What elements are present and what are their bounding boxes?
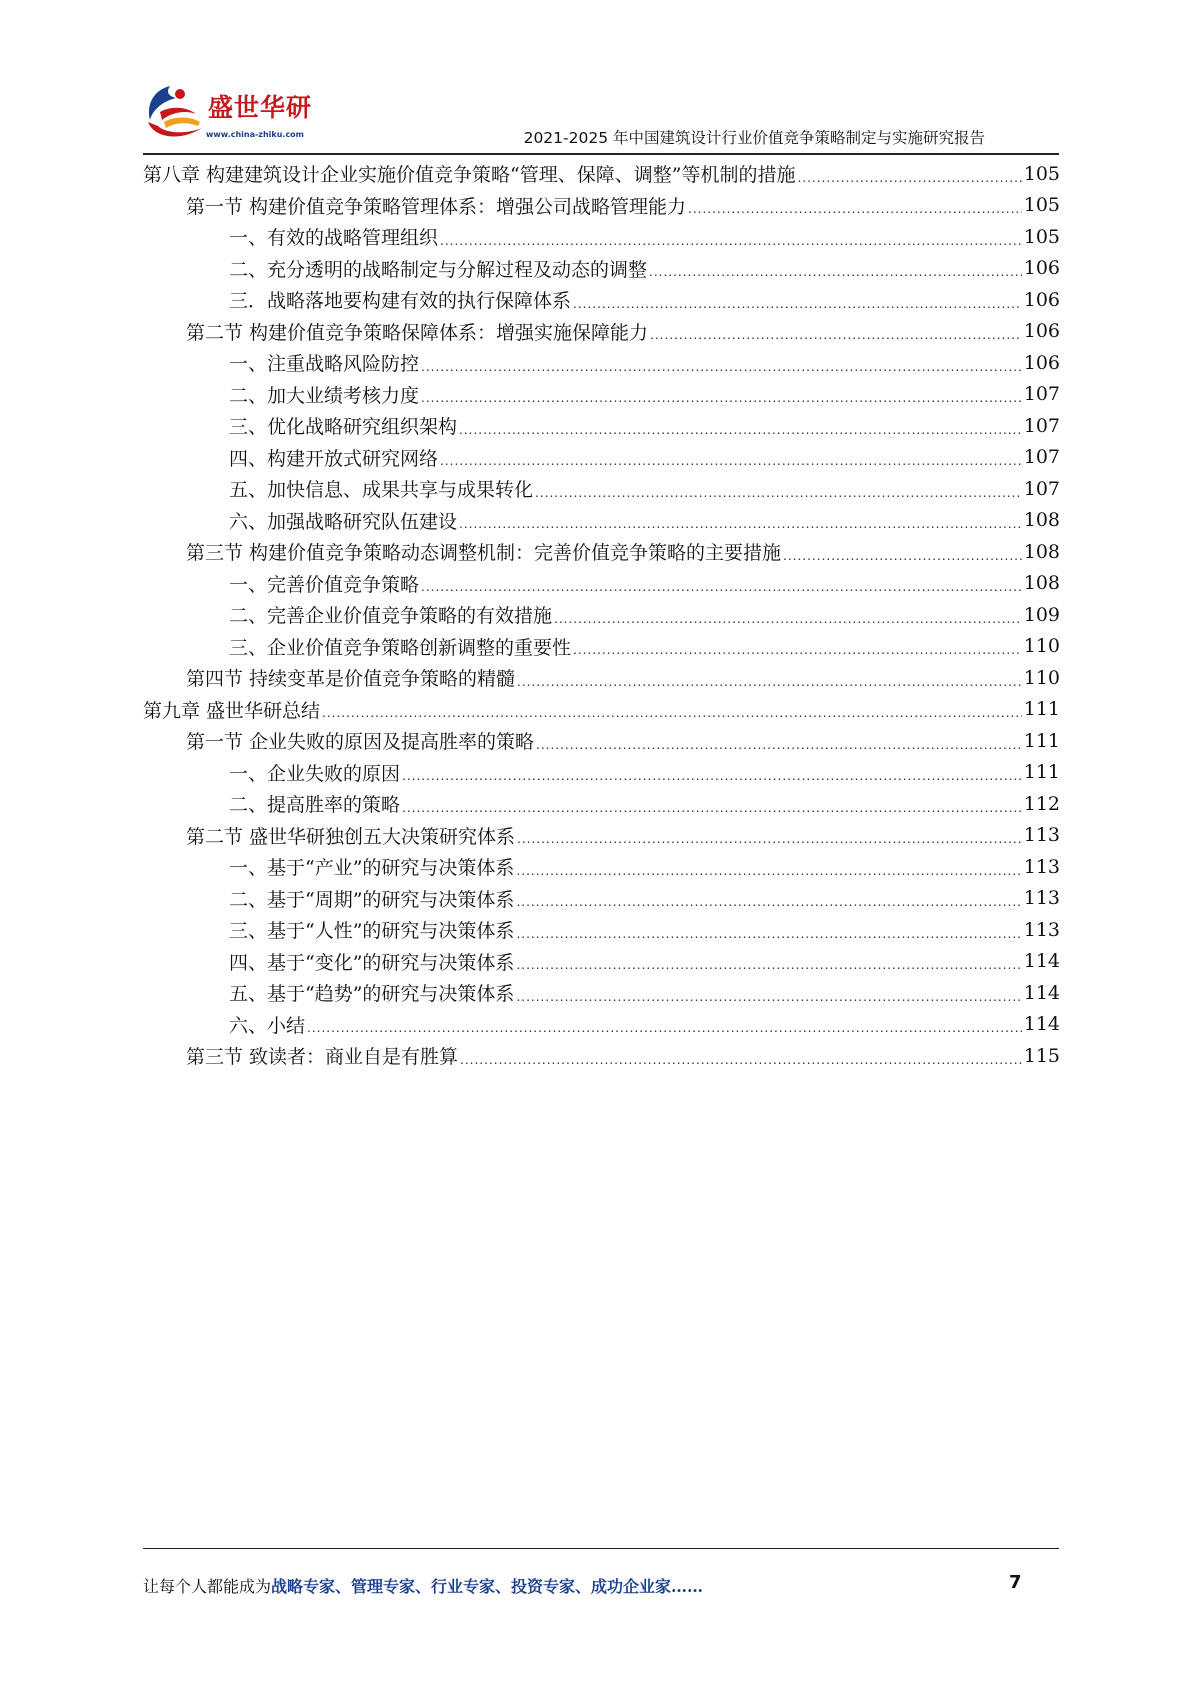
logo-url: www.china-zhiku.com [206, 130, 305, 139]
toc-dot-leader [459, 517, 1022, 531]
toc-dot-leader [459, 423, 1022, 437]
logo-name: 盛世华研 [208, 93, 313, 122]
toc-entry-page: 113 [1023, 855, 1060, 878]
toc-entry[interactable] [143, 190, 1060, 222]
toc-entry[interactable] [143, 158, 1060, 190]
toc-dot-leader [516, 927, 1021, 941]
toc-entry-page: 111 [1023, 698, 1060, 721]
toc-dot-leader [650, 328, 1022, 342]
toc-entry-page: 113 [1023, 824, 1060, 847]
toc-entry-page: 107 [1023, 477, 1060, 500]
toc-entry-page: 114 [1023, 950, 1060, 973]
toc-entry-title: 四、构建开放式研究网络 [229, 447, 439, 470]
toc-entry[interactable] [143, 788, 1060, 820]
toc-entry-title: 五、加快信息、成果共享与成果转化 [229, 479, 534, 502]
toc-dot-leader [688, 202, 1022, 216]
toc-entry-title: 第三节 构建价值竞争策略动态调整机制：完善价值竞争策略的主要措施 [186, 542, 782, 565]
toc-entry-title: 第三节 致读者：商业自是有胜算 [186, 1046, 459, 1069]
toc-entry-title: 三、优化战略研究组织架构 [229, 416, 458, 439]
toc-dot-leader [783, 549, 1022, 563]
toc-entry-title: 第二节 构建价值竞争策略保障体系：增强实施保障能力 [186, 321, 649, 344]
toc-entry-page: 105 [1023, 162, 1060, 185]
toc-entry-page: 114 [1023, 1013, 1060, 1036]
toc-entry-page: 112 [1023, 792, 1060, 815]
toc-entry[interactable] [143, 410, 1060, 442]
toc-entry-title: 三．战略落地要构建有效的执行保障体系 [229, 290, 572, 313]
toc-entry[interactable] [143, 851, 1060, 883]
page-number: 7 [1009, 1572, 1022, 1593]
toc-entry[interactable] [143, 473, 1060, 505]
toc-entry-page: 107 [1023, 414, 1060, 437]
toc-dot-leader [649, 265, 1022, 279]
toc-entry[interactable] [143, 725, 1060, 757]
toc-entry-page: 113 [1023, 918, 1060, 941]
toc-entry-page: 115 [1023, 1044, 1060, 1067]
toc-entry-title: 一、基于“产业”的研究与决策体系 [229, 857, 515, 880]
toc-dot-leader [516, 895, 1021, 909]
toc-entry-title: 二、提高胜率的策略 [229, 794, 401, 817]
toc-entry-page: 114 [1023, 981, 1060, 1004]
toc-dot-leader [536, 738, 1022, 752]
toc-dot-leader [516, 864, 1021, 878]
toc-entry-page: 108 [1023, 572, 1060, 595]
toc-entry-page: 111 [1023, 729, 1060, 752]
table-of-contents [143, 158, 1060, 1072]
toc-dot-leader [516, 958, 1021, 972]
toc-entry[interactable] [143, 914, 1060, 946]
toc-entry-page: 105 [1023, 194, 1060, 217]
footer-slogan [143, 1574, 703, 1597]
toc-entry[interactable] [143, 757, 1060, 789]
toc-dot-leader [440, 234, 1022, 248]
toc-entry[interactable] [143, 631, 1060, 663]
toc-entry-page: 106 [1023, 320, 1060, 343]
toc-dot-leader [402, 769, 1022, 783]
toc-entry-page: 111 [1023, 761, 1060, 784]
toc-entry-title: 六、小结 [229, 1014, 306, 1037]
toc-entry[interactable] [143, 820, 1060, 852]
toc-entry-title: 第九章 盛世华研总结 [143, 699, 321, 722]
toc-entry-title: 三、基于“人性”的研究与决策体系 [229, 920, 515, 943]
toc-entry-page: 108 [1023, 509, 1060, 532]
toc-dot-leader [322, 706, 1022, 720]
toc-entry-page: 108 [1023, 540, 1060, 563]
toc-dot-leader [307, 1021, 1022, 1035]
toc-entry-title: 四、基于“变化”的研究与决策体系 [229, 951, 515, 974]
toc-dot-leader [554, 612, 1022, 626]
toc-entry[interactable] [143, 442, 1060, 474]
footer-divider [143, 1548, 1059, 1549]
toc-dot-leader [517, 675, 1022, 689]
toc-dot-leader [535, 486, 1022, 500]
toc-dot-leader [421, 360, 1022, 374]
toc-entry-title: 第二节 盛世华研独创五大决策研究体系 [186, 825, 516, 848]
toc-entry[interactable] [143, 599, 1060, 631]
toc-entry[interactable] [143, 1009, 1060, 1041]
toc-entry-title: 二、基于“周期”的研究与决策体系 [229, 888, 515, 911]
toc-entry-page: 106 [1023, 288, 1060, 311]
toc-dot-leader [573, 297, 1022, 311]
toc-entry-title: 一、企业失败的原因 [229, 762, 401, 785]
toc-entry[interactable] [143, 316, 1060, 348]
toc-entry[interactable] [143, 284, 1060, 316]
toc-entry-title: 二、充分透明的战略制定与分解过程及动态的调整 [229, 258, 648, 281]
toc-entry-title: 五、基于“趋势”的研究与决策体系 [229, 983, 515, 1006]
toc-entry[interactable] [143, 253, 1060, 285]
toc-entry-title: 二、加大业绩考核力度 [229, 384, 420, 407]
toc-entry[interactable] [143, 883, 1060, 915]
toc-entry-title: 第一节 企业失败的原因及提高胜率的策略 [186, 731, 535, 754]
toc-dot-leader [516, 990, 1021, 1004]
toc-entry[interactable] [143, 568, 1060, 600]
toc-entry-page: 106 [1023, 351, 1060, 374]
toc-dot-leader [402, 801, 1022, 815]
toc-dot-leader [460, 1053, 1022, 1067]
toc-entry-page: 113 [1023, 887, 1060, 910]
toc-dot-leader [421, 391, 1022, 405]
toc-entry-title: 第八章 构建建筑设计企业实施价值竞争策略“管理、保障、调整”等机制的措施 [143, 164, 796, 187]
footer-slogan-highlight: 战略专家、管理专家、行业专家、投资专家、成功企业家…… [271, 1577, 704, 1596]
toc-entry-page: 109 [1023, 603, 1060, 626]
toc-entry[interactable] [143, 1040, 1060, 1072]
toc-entry-page: 107 [1023, 383, 1060, 406]
toc-entry-page: 105 [1023, 225, 1060, 248]
toc-entry-page: 110 [1023, 666, 1060, 689]
toc-entry[interactable] [143, 977, 1060, 1009]
toc-entry[interactable] [143, 536, 1060, 568]
toc-entry[interactable] [143, 946, 1060, 978]
toc-entry-title: 第四节 持续变革是价值竞争策略的精髓 [186, 668, 516, 691]
toc-entry-title: 六、加强战略研究队伍建设 [229, 510, 458, 533]
toc-entry-page: 110 [1023, 635, 1060, 658]
document-title: 2021-2025 年中国建筑设计行业价值竞争策略制定与实施研究报告 [523, 129, 985, 147]
toc-entry-title: 一、注重战略风险防控 [229, 353, 420, 376]
toc-entry[interactable] [143, 505, 1060, 537]
footer-slogan-prefix: 让每个人都能成为 [143, 1577, 272, 1596]
toc-entry-title: 三、企业价值竞争策略创新调整的重要性 [229, 636, 572, 659]
toc-entry[interactable] [143, 347, 1060, 379]
toc-dot-leader [421, 580, 1022, 594]
toc-dot-leader [573, 643, 1022, 657]
toc-entry[interactable] [143, 694, 1060, 726]
company-logo [140, 82, 315, 144]
toc-dot-leader [797, 171, 1021, 185]
toc-entry-title: 第一节 构建价值竞争策略管理体系：增强公司战略管理能力 [186, 195, 687, 218]
toc-dot-leader [440, 454, 1022, 468]
toc-entry-title: 一、完善价值竞争策略 [229, 573, 420, 596]
toc-entry[interactable] [143, 662, 1060, 694]
toc-entry[interactable] [143, 221, 1060, 253]
toc-entry[interactable] [143, 379, 1060, 411]
toc-entry-page: 106 [1023, 257, 1060, 280]
toc-entry-title: 二、完善企业价值竞争策略的有效措施 [229, 605, 553, 628]
header-divider [143, 153, 1059, 155]
toc-entry-title: 一、有效的战略管理组织 [229, 227, 439, 250]
toc-entry-page: 107 [1023, 446, 1060, 469]
toc-dot-leader [517, 832, 1022, 846]
logo-mark-icon [140, 82, 210, 144]
